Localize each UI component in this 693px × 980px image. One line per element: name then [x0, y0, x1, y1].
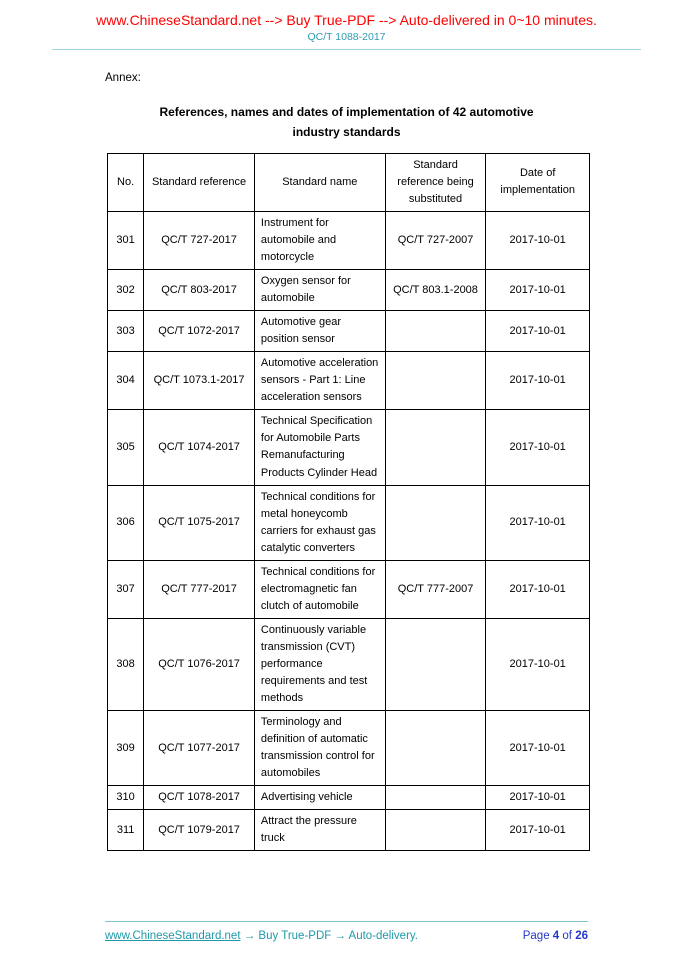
cell-standard-name: Technical conditions for metal honeycomb carriers for exhaust gas catalytic converters	[254, 485, 385, 560]
page-footer	[105, 921, 588, 942]
table-title-line2: industry standards	[292, 125, 401, 140]
col-header-date: Date of implementation	[486, 153, 590, 211]
cell-standard-reference: QC/T 1075-2017	[144, 485, 255, 560]
cell-standard-name: Oxygen sensor for automobile	[254, 270, 385, 311]
cell-standard-name: Technical Specification for Automobile Parts Remanufacturing Products Cylinder Head	[254, 410, 385, 485]
cell-standard-name: Attract the pressure truck	[254, 810, 385, 851]
cell-standard-name: Instrument for automobile and motorcycle	[254, 211, 385, 269]
header-divider	[52, 49, 641, 50]
cell-no: 310	[108, 786, 144, 810]
footer-promo	[105, 930, 418, 942]
cell-reference-substituted	[385, 618, 486, 710]
cell-standard-reference: QC/T 1074-2017	[144, 410, 255, 485]
cell-no: 303	[108, 311, 144, 352]
page-label: Page	[522, 930, 550, 942]
table-row	[108, 618, 590, 710]
cell-no: 309	[108, 711, 144, 786]
col-header-reference: Standard reference	[144, 153, 255, 211]
table-row	[108, 270, 590, 311]
cell-implementation-date: 2017-10-01	[486, 410, 590, 485]
col-header-name: Standard name	[254, 153, 385, 211]
cell-no: 301	[108, 211, 144, 269]
cell-implementation-date: 2017-10-01	[486, 311, 590, 352]
footer-promo-text: → Buy True-PDF → Auto-delivery.	[240, 930, 418, 942]
annex-label: Annex:	[105, 72, 141, 84]
cell-implementation-date: 2017-10-01	[486, 352, 590, 410]
page-indicator	[523, 930, 588, 942]
col-header-no: No.	[108, 153, 144, 211]
cell-standard-name: Terminology and definition of automatic transmission control for automobiles	[254, 711, 385, 786]
cell-no: 302	[108, 270, 144, 311]
cell-implementation-date: 2017-10-01	[486, 618, 590, 710]
page-total: 26	[575, 930, 588, 942]
table-row	[108, 211, 590, 269]
cell-no: 307	[108, 560, 144, 618]
table-row	[108, 485, 590, 560]
cell-implementation-date: 2017-10-01	[486, 560, 590, 618]
cell-standard-name: Technical conditions for electromagnetic fan clutch of automobile	[254, 560, 385, 618]
cell-no: 304	[108, 352, 144, 410]
table-header-row	[108, 153, 590, 211]
table-row	[108, 352, 590, 410]
cell-implementation-date: 2017-10-01	[486, 810, 590, 851]
cell-no: 305	[108, 410, 144, 485]
table-row	[108, 810, 590, 851]
cell-standard-reference: QC/T 1079-2017	[144, 810, 255, 851]
cell-no: 308	[108, 618, 144, 710]
cell-reference-substituted	[385, 786, 486, 810]
document-code: QC/T 1088-2017	[307, 31, 386, 43]
cell-reference-substituted	[385, 410, 486, 485]
col-header-substituted: Standard reference being substituted	[385, 153, 486, 211]
cell-standard-name: Automotive gear position sensor	[254, 311, 385, 352]
cell-reference-substituted	[385, 810, 486, 851]
cell-reference-substituted	[385, 711, 486, 786]
cell-standard-name: Continuously variable transmission (CVT) performance requirements and test methods	[254, 618, 385, 710]
cell-implementation-date: 2017-10-01	[486, 485, 590, 560]
cell-standard-name: Automotive acceleration sensors - Part 1: Line acceleration sensors	[254, 352, 385, 410]
standards-table-body	[108, 211, 590, 851]
cell-no: 306	[108, 485, 144, 560]
table-row	[108, 410, 590, 485]
table-title-line1: References, names and dates of implementation of 42 automotive	[159, 105, 534, 119]
cell-reference-substituted	[385, 485, 486, 560]
cell-implementation-date: 2017-10-01	[486, 270, 590, 311]
cell-standard-reference: QC/T 1077-2017	[144, 711, 255, 786]
cell-standard-reference: QC/T 1078-2017	[144, 786, 255, 810]
cell-reference-substituted	[385, 352, 486, 410]
of-label: of	[562, 930, 572, 942]
table-row	[108, 711, 590, 786]
table-row	[108, 786, 590, 810]
table-title	[105, 102, 588, 143]
cell-standard-reference: QC/T 777-2017	[144, 560, 255, 618]
cell-reference-substituted: QC/T 777-2007	[385, 560, 486, 618]
cell-reference-substituted: QC/T 803.1-2008	[385, 270, 486, 311]
promo-banner-link[interactable]: www.ChineseStandard.net --> Buy True-PDF --> Auto-delivered in 0~10 minutes.	[96, 12, 597, 28]
cell-implementation-date: 2017-10-01	[486, 211, 590, 269]
cell-standard-reference: QC/T 803-2017	[144, 270, 255, 311]
cell-reference-substituted	[385, 311, 486, 352]
cell-no: 311	[108, 810, 144, 851]
cell-standard-reference: QC/T 727-2017	[144, 211, 255, 269]
footer-site-link[interactable]: www.ChineseStandard.net	[105, 930, 241, 942]
standards-table	[107, 153, 590, 852]
cell-implementation-date: 2017-10-01	[486, 786, 590, 810]
page-content	[105, 72, 588, 851]
cell-standard-reference: QC/T 1073.1-2017	[144, 352, 255, 410]
cell-standard-reference: QC/T 1072-2017	[144, 311, 255, 352]
table-row	[108, 311, 590, 352]
cell-reference-substituted: QC/T 727-2007	[385, 211, 486, 269]
cell-standard-name: Advertising vehicle	[254, 786, 385, 810]
cell-standard-reference: QC/T 1076-2017	[144, 618, 255, 710]
table-row	[108, 560, 590, 618]
cell-implementation-date: 2017-10-01	[486, 711, 590, 786]
page-number: 4	[552, 930, 560, 942]
